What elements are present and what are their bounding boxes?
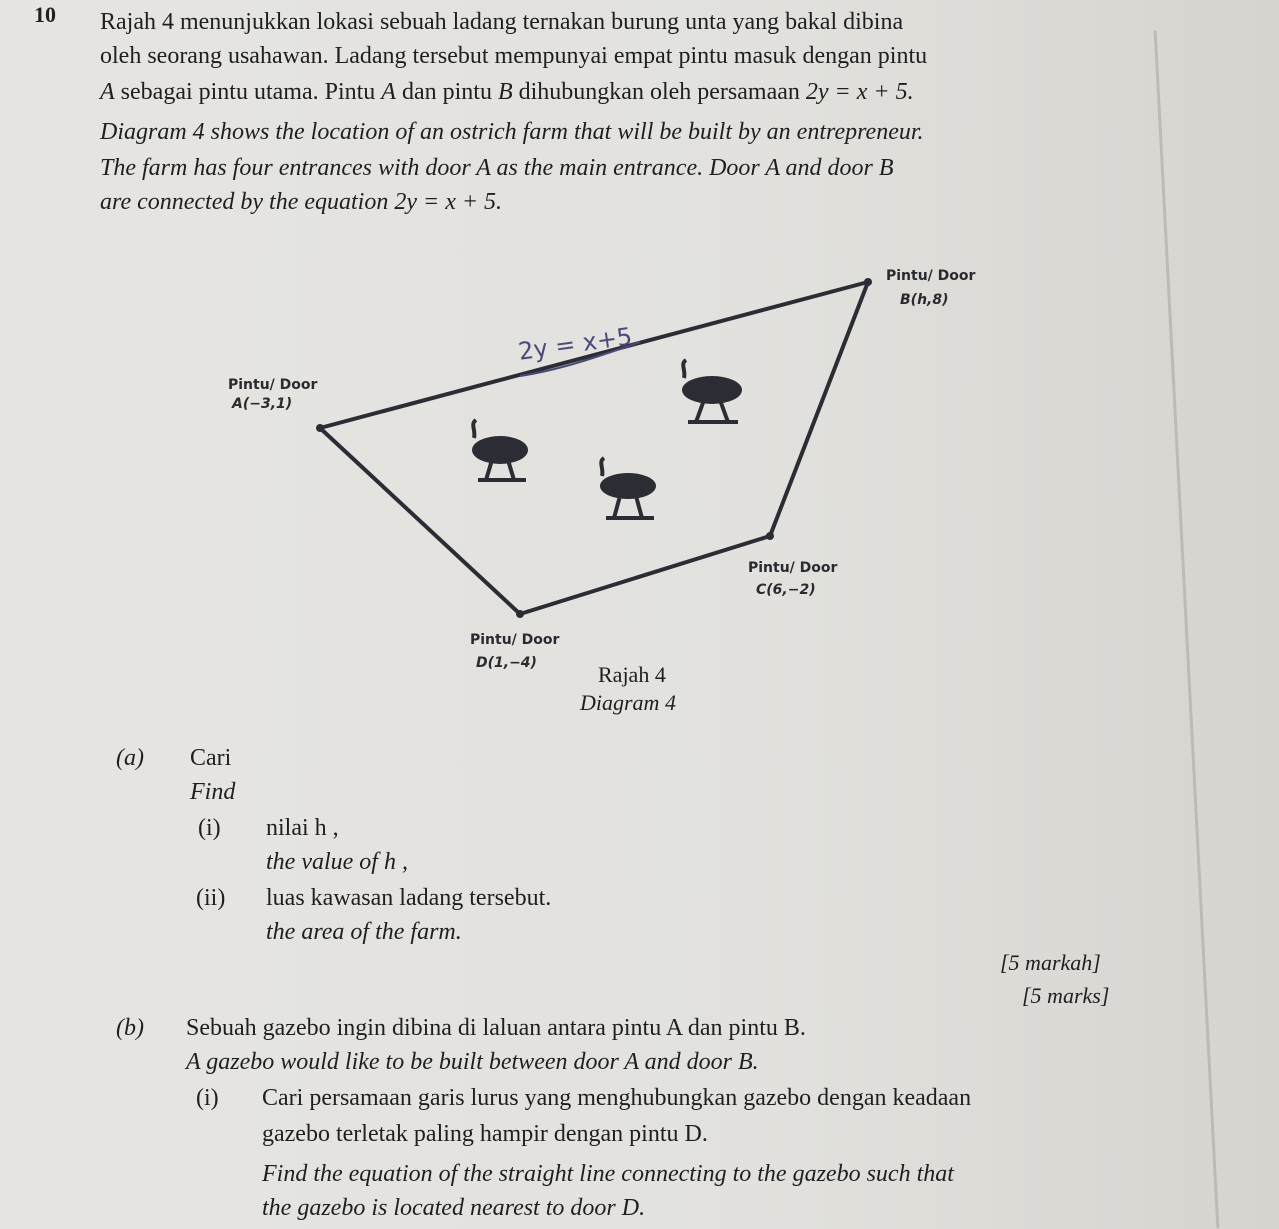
ostrich-icon [472,420,528,480]
part-a-label: (a) [116,745,144,771]
part-b-i-english-line-2: the gazebo is located nearest to door D. [262,1195,646,1221]
door-a-coordinate: A(−3,1) [232,396,293,412]
door-b-label: Pintu/ Door [886,268,976,284]
intro-malay-text-f: dihubungkan oleh persamaan [512,79,806,105]
intro-malay-equation: 2y = x + 5. [805,79,914,105]
part-b-label: (b) [116,1015,144,1041]
door-d-label: Pintu/ Door [470,632,560,648]
part-a-ii-english: the area of the farm. [266,919,462,945]
intro-malay-a1: A [100,79,115,105]
ostrich-icon [682,360,742,422]
part-b-i-malay-line-2: gazebo terletak paling hampir dengan pintu D. [262,1121,708,1147]
door-a-label: Pintu/ Door [228,377,318,393]
ostrich-icon [600,458,656,518]
part-a-ii-label: (ii) [196,885,226,911]
intro-malay-line-2: oleh seorang usahawan. Ladang tersebut mempunyai empat pintu masuk dengan pintu [100,43,928,69]
part-a-marks-english: [5 marks] [1022,983,1110,1008]
part-a-i-malay: nilai h , [266,815,339,841]
diagram-caption-english: Diagram 4 [580,690,676,715]
door-b-point [864,278,872,286]
part-b-i-label: (i) [196,1085,219,1111]
part-b-malay: Sebuah gazebo ingin dibina di laluan antara pintu A dan pintu B. [186,1015,806,1041]
intro-english-text: are connected by the equation [100,189,395,215]
door-c-coordinate: C(6,−2) [756,582,816,598]
door-b-coordinate: B(h,8) [900,292,949,308]
part-b-i-english-line-1: Find the equation of the straight line connecting to the gazebo such that [262,1161,954,1187]
handwritten-equation: 2y = x+5 [516,322,634,366]
intro-malay-text-d: dan pintu [395,79,498,105]
part-a-marks-malay: [5 markah] [1000,950,1101,975]
intro-english-line-1: Diagram 4 shows the location of an ostrich farm that will be built by an entrepreneur. [100,119,924,145]
part-a-i-label: (i) [198,815,221,841]
part-a-malay: Cari [190,745,232,771]
question-number: 10 [34,2,56,27]
door-a-point [316,424,324,432]
part-a-i-english: the value of h , [266,849,408,875]
door-d-coordinate: D(1,−4) [476,655,537,671]
intro-malay-b: B [497,79,513,105]
intro-english-line-2: The farm has four entrances with door A as the main entrance. Door A and door B [100,155,894,181]
part-b-i-malay-line-1: Cari persamaan garis lurus yang menghubungkan gazebo dengan keadaan [262,1085,972,1111]
door-c-label: Pintu/ Door [748,560,838,576]
part-b-english: A gazebo would like to be built between door A and door B. [186,1049,759,1075]
intro-english-equation: 2y = x + 5. [394,189,503,215]
door-d-point [516,610,524,618]
door-c-point [766,532,774,540]
intro-malay-text-b: sebagai pintu utama. Pintu [114,79,382,105]
intro-malay-line-1: Rajah 4 menunjukkan lokasi sebuah ladang ternakan burung unta yang bakal dibina [100,9,904,35]
part-a-english: Find [190,779,236,805]
intro-malay-a2: A [381,79,396,105]
diagram-caption-malay: Rajah 4 [598,662,666,687]
part-a-ii-malay: luas kawasan ladang tersebut. [266,885,552,911]
